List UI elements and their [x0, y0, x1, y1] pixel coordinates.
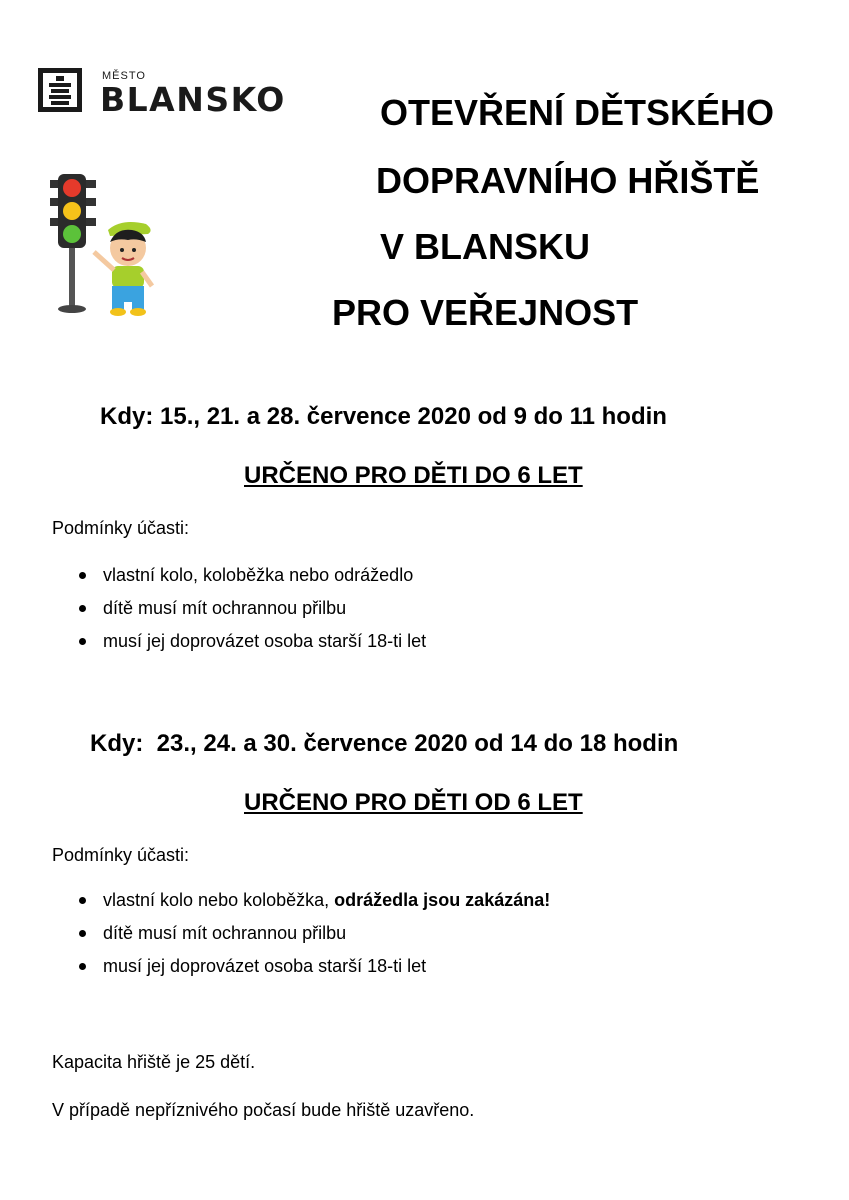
list-item-text: musí jej doprovázet osoba starší 18-ti let: [103, 631, 427, 651]
logo-small-text: MĚSTO: [102, 70, 146, 82]
city-logo: [38, 66, 286, 120]
bullet-icon: [79, 638, 86, 645]
section1-when: Kdy: 15., 21. a 28. července 2020 od 9 do 11 hodin: [100, 403, 667, 430]
bullet-icon: [79, 572, 86, 579]
section1-target: URČENO PRO DĚTI DO 6 LET: [244, 462, 583, 489]
bullet-icon: [79, 605, 86, 612]
title-line-2: DOPRAVNÍHO HŘIŠTĚ: [376, 160, 760, 201]
list-item-text: vlastní kolo, koloběžka nebo odrážedlo: [103, 565, 414, 585]
list-item: [75, 597, 426, 630]
section2-when: Kdy: 23., 24. a 30. července 2020 od 14 do 18 hodin: [90, 730, 679, 757]
section1-conditions-label: Podmínky účasti:: [52, 518, 190, 538]
section2-conditions-list: [75, 889, 550, 988]
list-item-text: vlastní kolo nebo koloběžka,: [103, 890, 335, 910]
list-item: [75, 630, 426, 663]
list-item: [75, 889, 550, 922]
list-item-text: dítě musí mít ochrannou přilbu: [103, 598, 347, 618]
title-line-3: V BLANSKU: [380, 226, 591, 267]
weather-note: V případě nepříznivého počasí bude hřiště uzavřeno.: [52, 1100, 475, 1120]
castle-icon: [38, 68, 82, 112]
bullet-icon: [79, 963, 86, 970]
list-item: [75, 564, 426, 597]
capacity-note: Kapacita hřiště je 25 dětí.: [52, 1052, 256, 1072]
title-line-1: OTEVŘENÍ DĚTSKÉHO: [380, 92, 775, 133]
list-item: [75, 955, 550, 988]
bullet-icon: [79, 897, 86, 904]
bullet-icon: [79, 930, 86, 937]
section2-conditions-label: Podmínky účasti:: [52, 845, 190, 865]
logo-name: BLANSKO: [100, 80, 286, 119]
list-item: [75, 922, 550, 955]
section1-conditions-list: [75, 564, 426, 663]
title-line-4: PRO VEŘEJNOST: [332, 292, 639, 333]
list-item-warning: odrážedla jsou zakázána!: [334, 890, 551, 910]
traffic-light-boy-illustration: [36, 168, 166, 318]
list-item-text: musí jej doprovázet osoba starší 18-ti let: [103, 956, 427, 976]
list-item-text: dítě musí mít ochrannou přilbu: [103, 923, 347, 943]
section2-target: URČENO PRO DĚTI OD 6 LET: [244, 789, 583, 816]
